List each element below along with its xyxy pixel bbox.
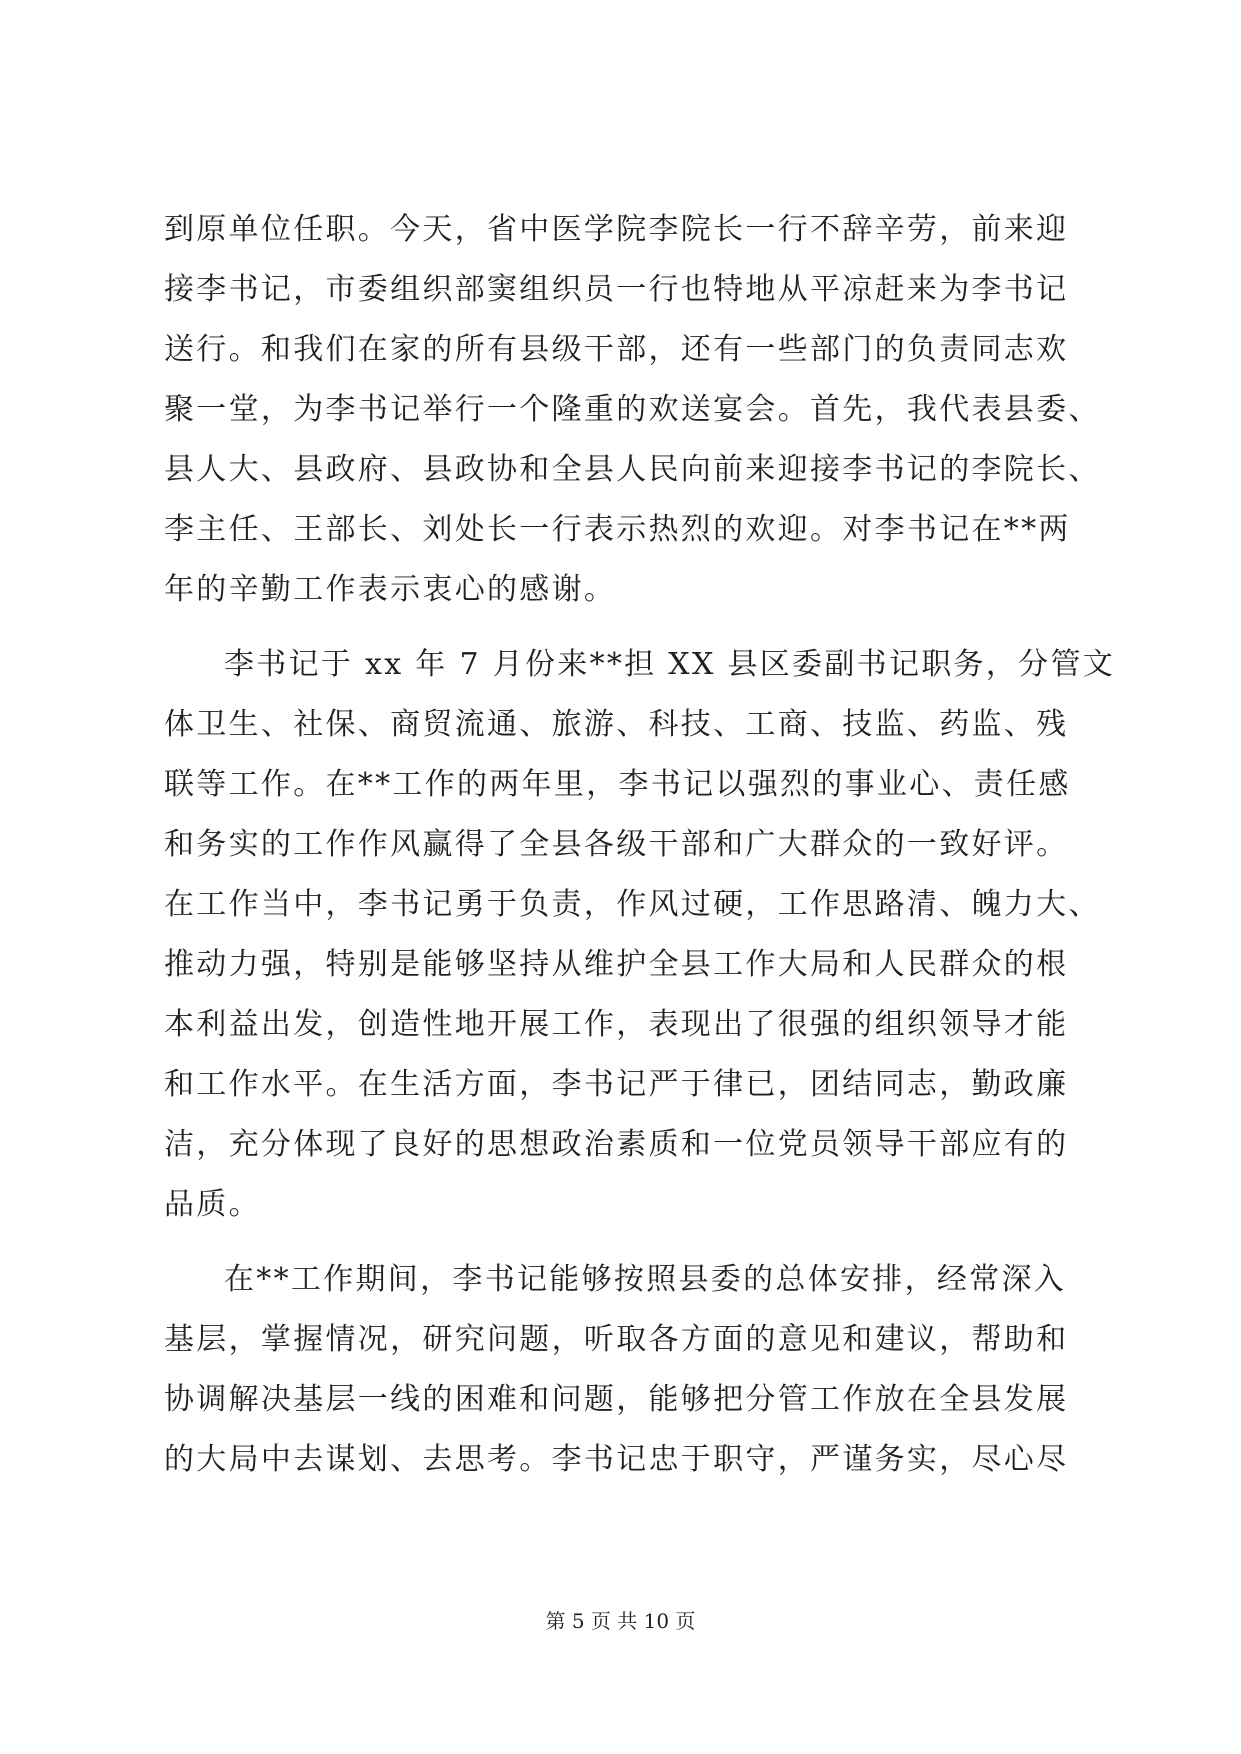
paragraph-first-line: 李书记于 xx 年 7 月份来**担 XX 县区委副书记职务，分管文 xyxy=(224,647,1116,682)
paragraph-line: 洁，充分体现了良好的思想政治素质和一位党员领导干部应有的 xyxy=(164,1127,1069,1162)
paragraph-line: 聚一堂，为李书记举行一个隆重的欢送宴会。首先，我代表县委、 xyxy=(164,392,1101,427)
paragraph-line: 联等工作。在**工作的两年里，李书记以强烈的事业心、责任感 xyxy=(164,767,1071,802)
paragraph-first-line: 在**工作期间，李书记能够按照县委的总体安排，经常深入 xyxy=(224,1262,1067,1297)
paragraph-line: 的大局中去谋划、去思考。李书记忠于职守，严谨务实，尽心尽 xyxy=(164,1442,1069,1477)
paragraph-line: 本利益出发，创造性地开展工作，表现出了很强的组织领导才能 xyxy=(164,1007,1069,1042)
paragraph-line: 体卫生、社保、商贸流通、旅游、科技、工商、技监、药监、残 xyxy=(164,707,1069,742)
paragraph-line: 基层，掌握情况，研究问题，听取各方面的意见和建议，帮助和 xyxy=(164,1322,1069,1357)
paragraph-line: 接李书记，市委组织部窦组织员一行也特地从平凉赶来为李书记 xyxy=(164,272,1069,307)
paragraph-line: 推动力强，特别是能够坚持从维护全县工作大局和人民群众的根 xyxy=(164,947,1069,982)
paragraph-line: 在工作当中，李书记勇于负责，作风过硬，工作思路清、魄力大、 xyxy=(164,887,1101,922)
paragraph-line: 和工作水平。在生活方面，李书记严于律已，团结同志，勤政廉 xyxy=(164,1067,1069,1102)
paragraph-line: 年的辛勤工作表示衷心的感谢。 xyxy=(164,572,617,607)
paragraph-line: 协调解决基层一线的困难和问题，能够把分管工作放在全县发展 xyxy=(164,1382,1069,1417)
paragraph-line: 县人大、县政府、县政协和全县人民向前来迎接李书记的李院长、 xyxy=(164,452,1101,487)
paragraph-line: 送行。和我们在家的所有县级干部，还有一些部门的负责同志欢 xyxy=(164,332,1069,367)
paragraph-line: 和务实的工作作风赢得了全县各级干部和广大群众的一致好评。 xyxy=(164,827,1069,862)
paragraph-line: 到原单位任职。今天，省中医学院李院长一行不辞辛劳，前来迎 xyxy=(164,212,1069,247)
paragraph-line: 品质。 xyxy=(164,1187,261,1222)
paragraph-line: 李主任、王部长、刘处长一行表示热烈的欢迎。对李书记在**两 xyxy=(164,512,1071,547)
page-number-footer: 第 5 页 共 10 页 xyxy=(545,1609,696,1633)
